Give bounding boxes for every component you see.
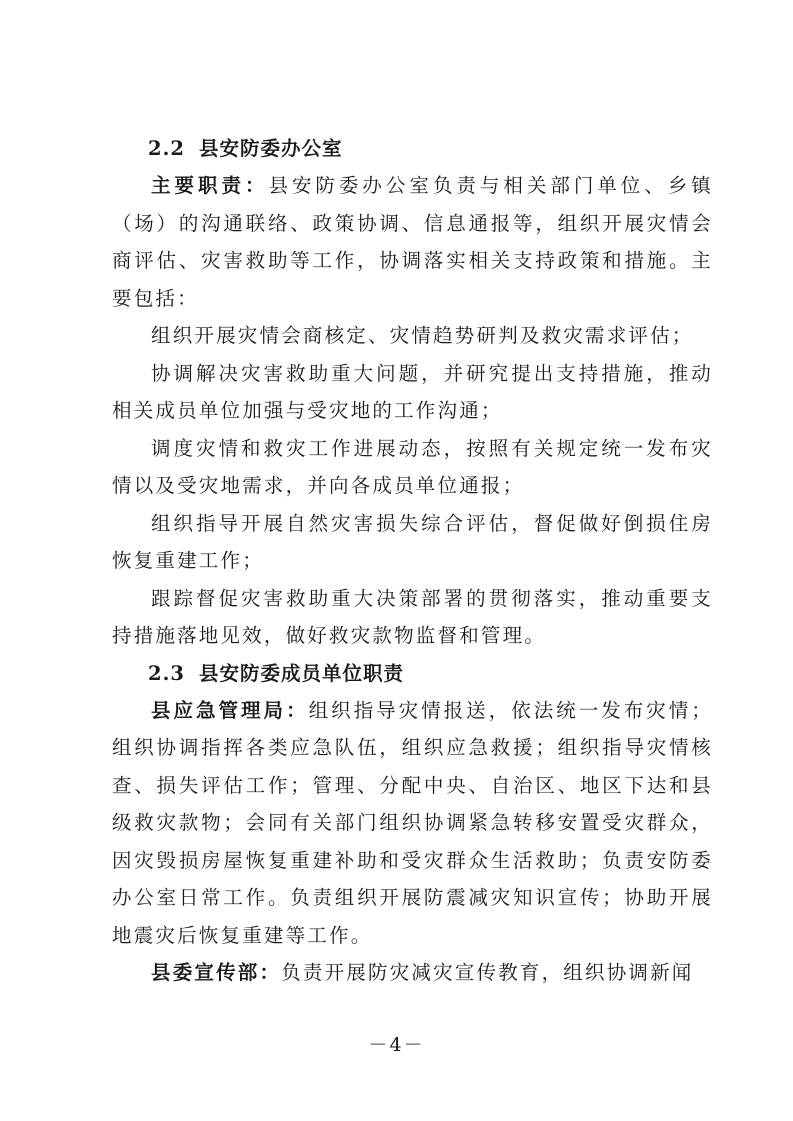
section-2-3: [112, 655, 713, 992]
section-number: 2.2: [148, 137, 185, 160]
section-2-2: [112, 130, 713, 655]
paragraph-lead: 县应急管理局：: [151, 698, 309, 722]
paragraph-text: 组织指导开展自然灾害损失综合评估，督促做好倒损住房恢复重建工作；: [112, 511, 713, 572]
paragraph: [112, 954, 713, 992]
paragraph: [112, 167, 713, 317]
paragraph: [112, 580, 713, 655]
section-title: 县安防委成员单位职责: [198, 661, 404, 685]
paragraph-text: 负责开展防灾减灾宣传教育，组织协调新闻: [281, 961, 694, 984]
paragraph: [112, 317, 713, 355]
section-heading: [112, 130, 713, 167]
paragraph-lead: 县委宣传部：: [151, 961, 282, 984]
paragraph-text: 组织指导灾情报送，依法统一发布灾情；组织协调指挥各类应急队伍，组织应急救援；组织指导灾情核查、损失评估工作；管理、分配中央、自治区、地区下达和县级救灾款物；会同有关部门组织协调紧急转移安置受灾群众，因灾毁损房屋恢复重建补助和受灾群众生活救助；负责安防委办公室日常工作。负责组织开展防震减灾知识宣传；协助开展地震灾后恢复重建等工作。: [112, 698, 713, 947]
paragraph: [112, 505, 713, 580]
paragraph: [112, 430, 713, 505]
section-heading: [112, 655, 713, 692]
paragraph-text: 跟踪督促灾害救助重大决策部署的贯彻落实，推动重要支持措施落地见效，做好救灾款物监督和管理。: [112, 586, 713, 647]
paragraph-text: 县安防委办公室负责与相关部门单位、乡镇（场）的沟通联络、政策协调、信息通报等，组织开展灾情会商评估、灾害救助等工作，协调落实相关支持政策和措施。主要包括：: [112, 174, 713, 310]
paragraph-text: 调度灾情和救灾工作进展动态，按照有关规定统一发布灾情以及受灾地需求，并向各成员单位通报；: [112, 436, 713, 497]
paragraph-lead: 主要职责：: [151, 174, 269, 197]
paragraph-text: 协调解决灾害救助重大问题，并研究提出支持措施，推动相关成员单位加强与受灾地的工作沟通；: [112, 361, 713, 422]
paragraph: [112, 692, 713, 955]
page-number: －4－: [368, 1034, 425, 1056]
paragraph: [112, 355, 713, 430]
section-title: 县安防委办公室: [198, 137, 343, 160]
section-number: 2.3: [148, 661, 185, 685]
paragraph-text: 组织开展灾情会商核定、灾情趋势研判及救灾需求评估；: [151, 324, 694, 347]
